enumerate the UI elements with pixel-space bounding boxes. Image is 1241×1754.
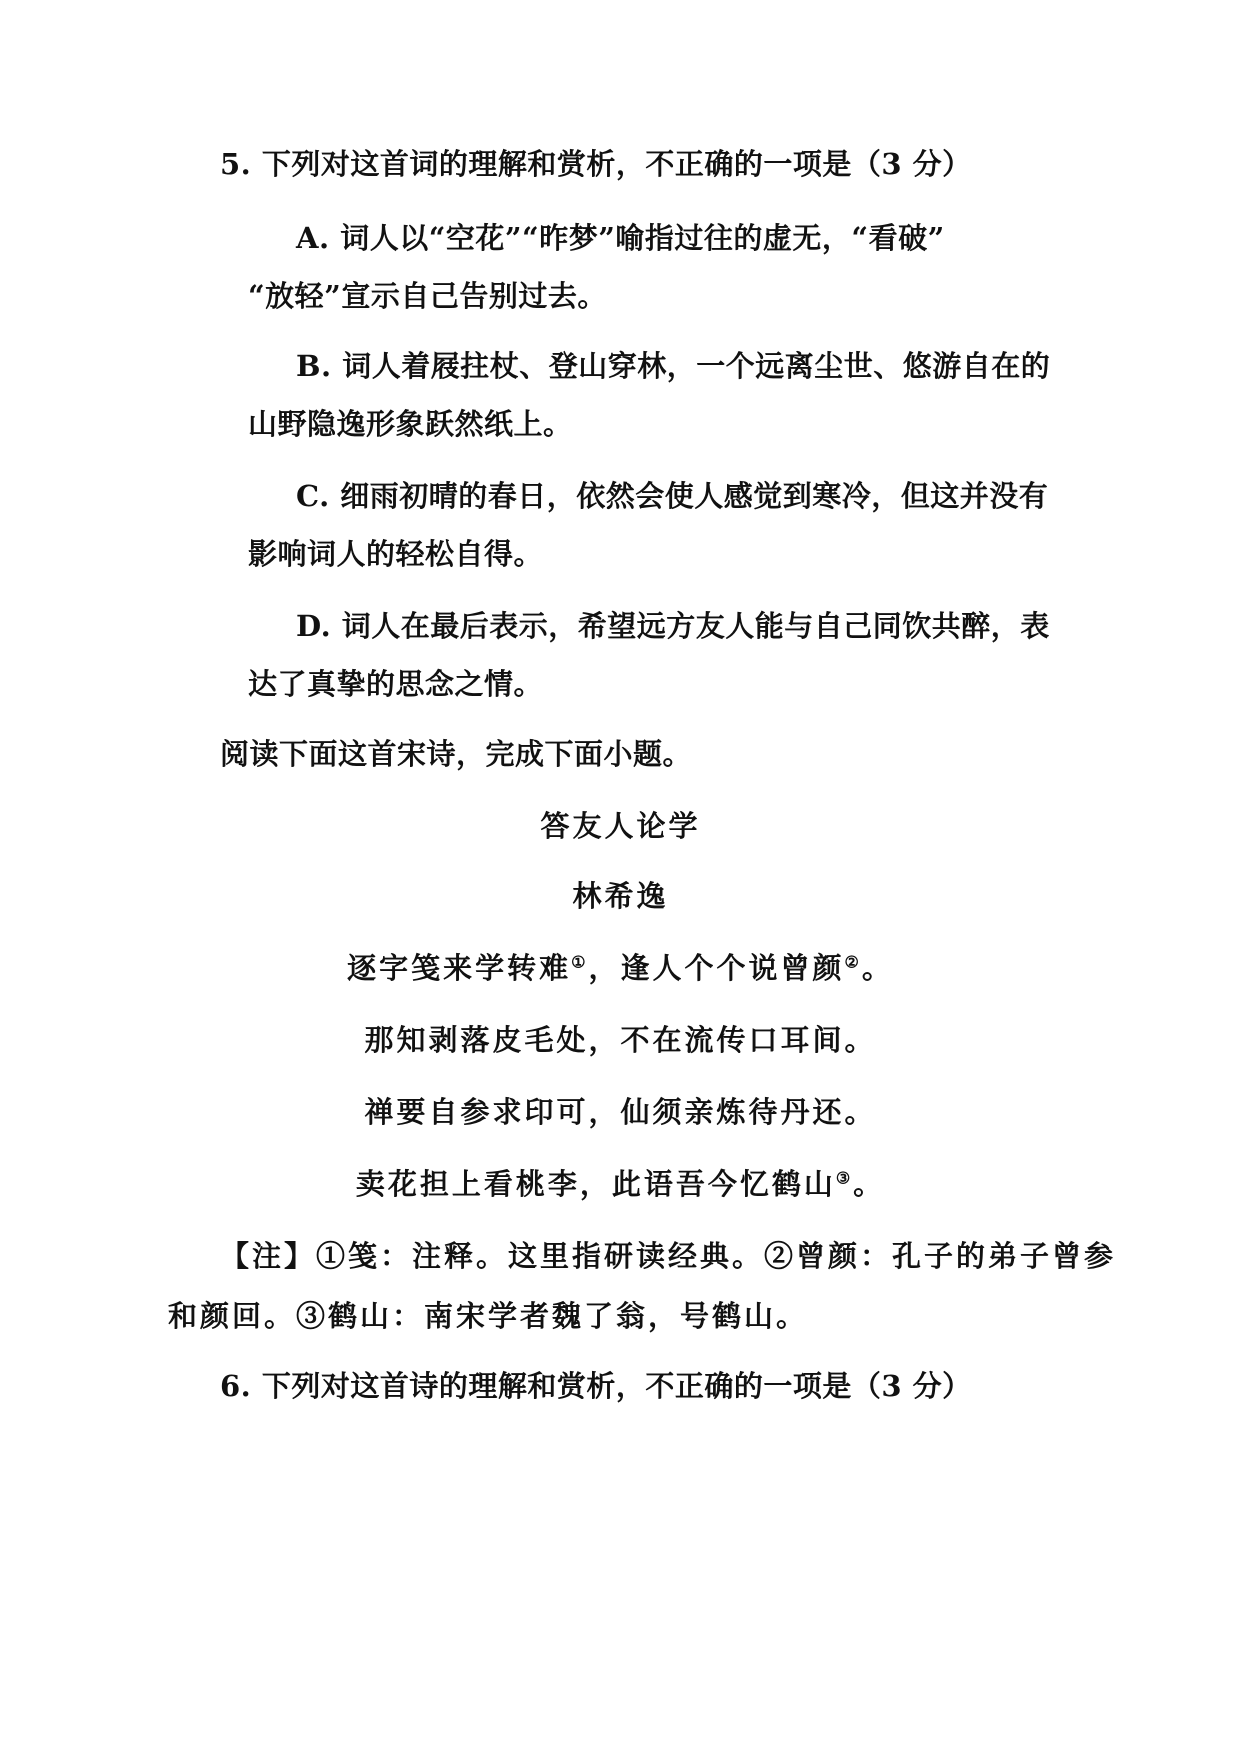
poem-line-1	[0, 948, 1241, 988]
q5-option-b-line1: B. 词人着屐拄杖、登山穿林，一个远离尘世、悠游自在的	[296, 349, 1051, 383]
footnote-mark-3: ③	[835, 1168, 854, 1188]
q5-option-c-line2: 影响词人的轻松自得。	[248, 537, 544, 571]
poem-author: 林希逸	[572, 879, 669, 913]
q6-stem: 6. 下列对这首诗的理解和赏析，不正确的一项是（3 分）	[220, 1369, 972, 1403]
note-line-2: 和颜回。③鹤山：南宋学者魏了翁，号鹤山。	[168, 1299, 809, 1333]
q5-option-d-line1: D. 词人在最后表示，希望远方友人能与自己同饮共醉，表	[296, 609, 1050, 643]
q5-stem: 5. 下列对这首词的理解和赏析，不正确的一项是（3 分）	[220, 147, 972, 181]
poem-line-4-part-a: 卖花担上看桃李，此语吾今忆鹤山	[355, 1167, 836, 1201]
footnote-mark-1: ①	[571, 952, 589, 972]
q5-option-a-line1: A. 词人以“空花”“昨梦”喻指过往的虚无，“看破”	[296, 221, 945, 255]
poem-line-1-part-a: 逐字笺来学转难	[347, 951, 572, 985]
poem-line-4-part-b: 。	[853, 1167, 886, 1201]
q5-option-c-line1: C. 细雨初晴的春日，依然会使人感觉到寒冷，但这并没有	[296, 479, 1049, 513]
footnote-mark-2: ②	[844, 952, 862, 972]
poem-line-1-part-b: ，逢人个个说曾颜	[588, 951, 845, 985]
q5-option-a-line2: “放轻”宣示自己告别过去。	[248, 279, 607, 313]
note-line-1: 【注】①笺：注释。这里指研读经典。②曾颜：孔子的弟子曾参	[220, 1239, 1117, 1273]
q5-option-b-line2: 山野隐逸形象跃然纸上。	[248, 407, 573, 441]
poem-line-3: 禅要自参求印可，仙须亲炼待丹还。	[364, 1095, 877, 1129]
q5-option-d-line2: 达了真挚的思念之情。	[248, 667, 544, 701]
poem-line-1-part-c: 。	[861, 951, 894, 985]
poem-title: 答友人论学	[540, 809, 701, 843]
poem-line-4	[0, 1164, 1241, 1204]
poem-line-2: 那知剥落皮毛处，不在流传口耳间。	[364, 1023, 877, 1057]
reading-intro: 阅读下面这首宋诗，完成下面小题。	[220, 737, 693, 771]
